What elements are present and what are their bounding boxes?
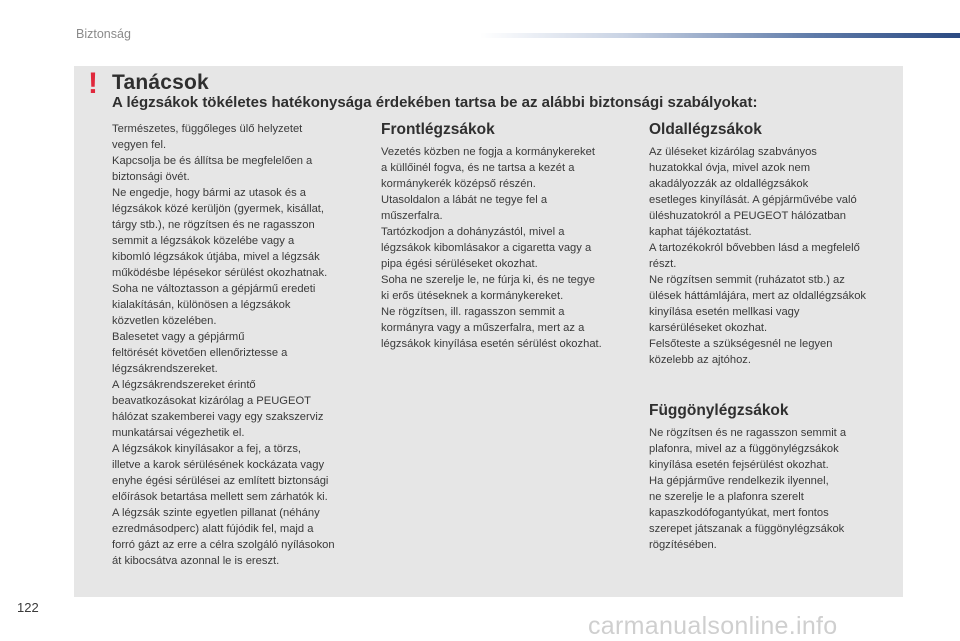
text-line: kormánykerék középső részén. xyxy=(381,178,536,190)
header-section-title: Biztonság xyxy=(76,27,131,41)
page-number: 122 xyxy=(17,600,39,615)
text-line: Ha gépjárműve rendelkezik ilyennel, xyxy=(649,475,829,487)
text-line: Soha ne változtasson a gépjármű eredeti xyxy=(112,283,316,295)
text-line: kapaszkodófogantyúkat, mert fontos xyxy=(649,507,829,519)
text-line: részt. xyxy=(649,258,677,270)
text-line: kormányra vagy a műszerfalra, mert az a xyxy=(381,322,585,334)
text-line: A légzsákrendszereket érintő xyxy=(112,379,256,391)
text-line: Ne rögzítsen és ne ragasszon semmit a xyxy=(649,427,847,439)
text-line: Tartózkodjon a dohányzástól, mivel a xyxy=(381,226,565,238)
text-line: karsérüléseket okozhat. xyxy=(649,322,768,334)
text-line: kialakításán, különösen a légzsákok xyxy=(112,299,291,311)
front-airbags-heading: Frontlégzsákok xyxy=(381,121,495,138)
text-line: üléshuzatokról a PEUGEOT hálózatban xyxy=(649,210,846,222)
text-line: A légzsákok kinyílásakor a fej, a törzs, xyxy=(112,443,302,455)
text-line: légzsákrendszereket. xyxy=(112,363,218,375)
text-line: Kapcsolja be és állítsa be megfelelően a xyxy=(112,155,313,167)
text-line: rögzítésében. xyxy=(649,539,717,551)
text-line: működésbe lépésekor sérülést okozhatnak. xyxy=(112,267,328,279)
text-line: a küllőinél fogva, és ne tartsa a kezét a xyxy=(381,162,575,174)
text-line: légzsákok kibomlásakor a cigaretta vagy a xyxy=(381,242,592,254)
text-line: illetve a karok sérülésének kockázata vagy xyxy=(112,459,325,471)
panel-subtitle: A légzsákok tökéletes hatékonysága érdekében tartsa be az alábbi biztonsági szabályokat: xyxy=(112,94,758,111)
text-line: légzsákok kinyílása esetén sérülést okozhat. xyxy=(381,338,602,350)
text-line: vegyen fel. xyxy=(112,139,167,151)
warning-exclamation-icon: ! xyxy=(88,67,98,100)
text-line: pipa égési sérüléseket okozhat. xyxy=(381,258,538,270)
text-line: Vezetés közben ne fogja a kormánykereket xyxy=(381,146,595,158)
text-line: hálózat szakemberei vagy egy szakszerviz xyxy=(112,411,324,423)
text-line: műszerfalra. xyxy=(381,210,443,222)
text-line: kibomló légzsákok útjába, mivel a légzsák xyxy=(112,251,320,263)
text-line: ülések háttámlájára, mert az oldallégzsákok xyxy=(649,290,867,302)
curtain-airbags-text xyxy=(649,425,899,553)
text-line: enyhe égési sérülései az említett biztonsági xyxy=(112,475,329,487)
text-line: Utasoldalon a lábát ne tegye fel a xyxy=(381,194,548,206)
text-line: ne szerelje le a plafonra szerelt xyxy=(649,491,804,503)
text-line: huzatokkal óvja, mivel azok nem xyxy=(649,162,811,174)
text-line: A tartozékokról bővebben lásd a megfelelő xyxy=(649,242,860,254)
text-line: plafonra, mivel az a függönylégzsákok xyxy=(649,443,839,455)
panel-title: Tanácsok xyxy=(112,71,209,94)
front-airbags-text xyxy=(381,144,631,352)
text-line: esetleges kinyílását. A gépjárművébe való xyxy=(649,194,857,206)
text-line: beavatkozásokat kizárólag a PEUGEOT xyxy=(112,395,311,407)
side-airbags-heading: Oldallégzsákok xyxy=(649,121,762,138)
text-line: tárgy stb.), ne rögzítsen és ne ragasszon xyxy=(112,219,315,231)
text-line: munkatársai végezhetik el. xyxy=(112,427,245,439)
text-line: Ne rögzítsen, ill. ragasszon semmit a xyxy=(381,306,565,318)
text-line: légzsákok közé kerüljön (gyermek, kisállat, xyxy=(112,203,325,215)
curtain-airbags-heading: Függönylégzsákok xyxy=(649,402,789,419)
text-line: ki erős ütéseknek a kormánykereket. xyxy=(381,290,564,302)
side-airbags-text xyxy=(649,144,899,368)
text-line: át kibocsátva azonnal le is ereszt. xyxy=(112,555,280,567)
text-line: ezredmásodperc) alatt fújódik fel, majd a xyxy=(112,523,314,535)
text-line: Természetes, függőleges ülő helyzetet xyxy=(112,123,303,135)
text-line: Balesetet vagy a gépjármű xyxy=(112,331,245,343)
text-line: közvetlen közelében. xyxy=(112,315,217,327)
general-advice-text xyxy=(112,121,362,569)
text-line: szerepet játszanak a függönylégzsákok xyxy=(649,523,845,535)
text-line: akadályozzák az oldallégzsákok xyxy=(649,178,809,190)
text-line: Soha ne szerelje le, ne fúrja ki, és ne tegye xyxy=(381,274,595,286)
text-line: kinyílása esetén mellkasi vagy xyxy=(649,306,800,318)
text-line: semmit a légzsákok közelébe vagy a xyxy=(112,235,295,247)
watermark-text: carmanualsonline.info xyxy=(588,612,838,640)
text-line: feltörését követően ellenőriztesse a xyxy=(112,347,288,359)
text-line: közelebb az ajtóhoz. xyxy=(649,354,751,366)
text-line: Ne rögzítsen semmit (ruházatot stb.) az xyxy=(649,274,845,286)
text-line: biztonsági övét. xyxy=(112,171,190,183)
text-line: kinyílása esetén fejsérülést okozhat. xyxy=(649,459,829,471)
text-line: A légzsák szinte egyetlen pillanat (néhány xyxy=(112,507,320,519)
text-line: előírások betartása mellett sem zárhatók ki. xyxy=(112,491,328,503)
text-line: Az üléseket kizárólag szabványos xyxy=(649,146,817,158)
text-line: kaphat tájékoztatást. xyxy=(649,226,752,238)
text-line: Ne engedje, hogy bármi az utasok és a xyxy=(112,187,307,199)
text-line: Felsőteste a szükségesnél ne legyen xyxy=(649,338,833,350)
header-gradient-bar xyxy=(480,33,960,38)
text-line: forró gázt az erre a célra szolgáló nyílásokon xyxy=(112,539,335,551)
